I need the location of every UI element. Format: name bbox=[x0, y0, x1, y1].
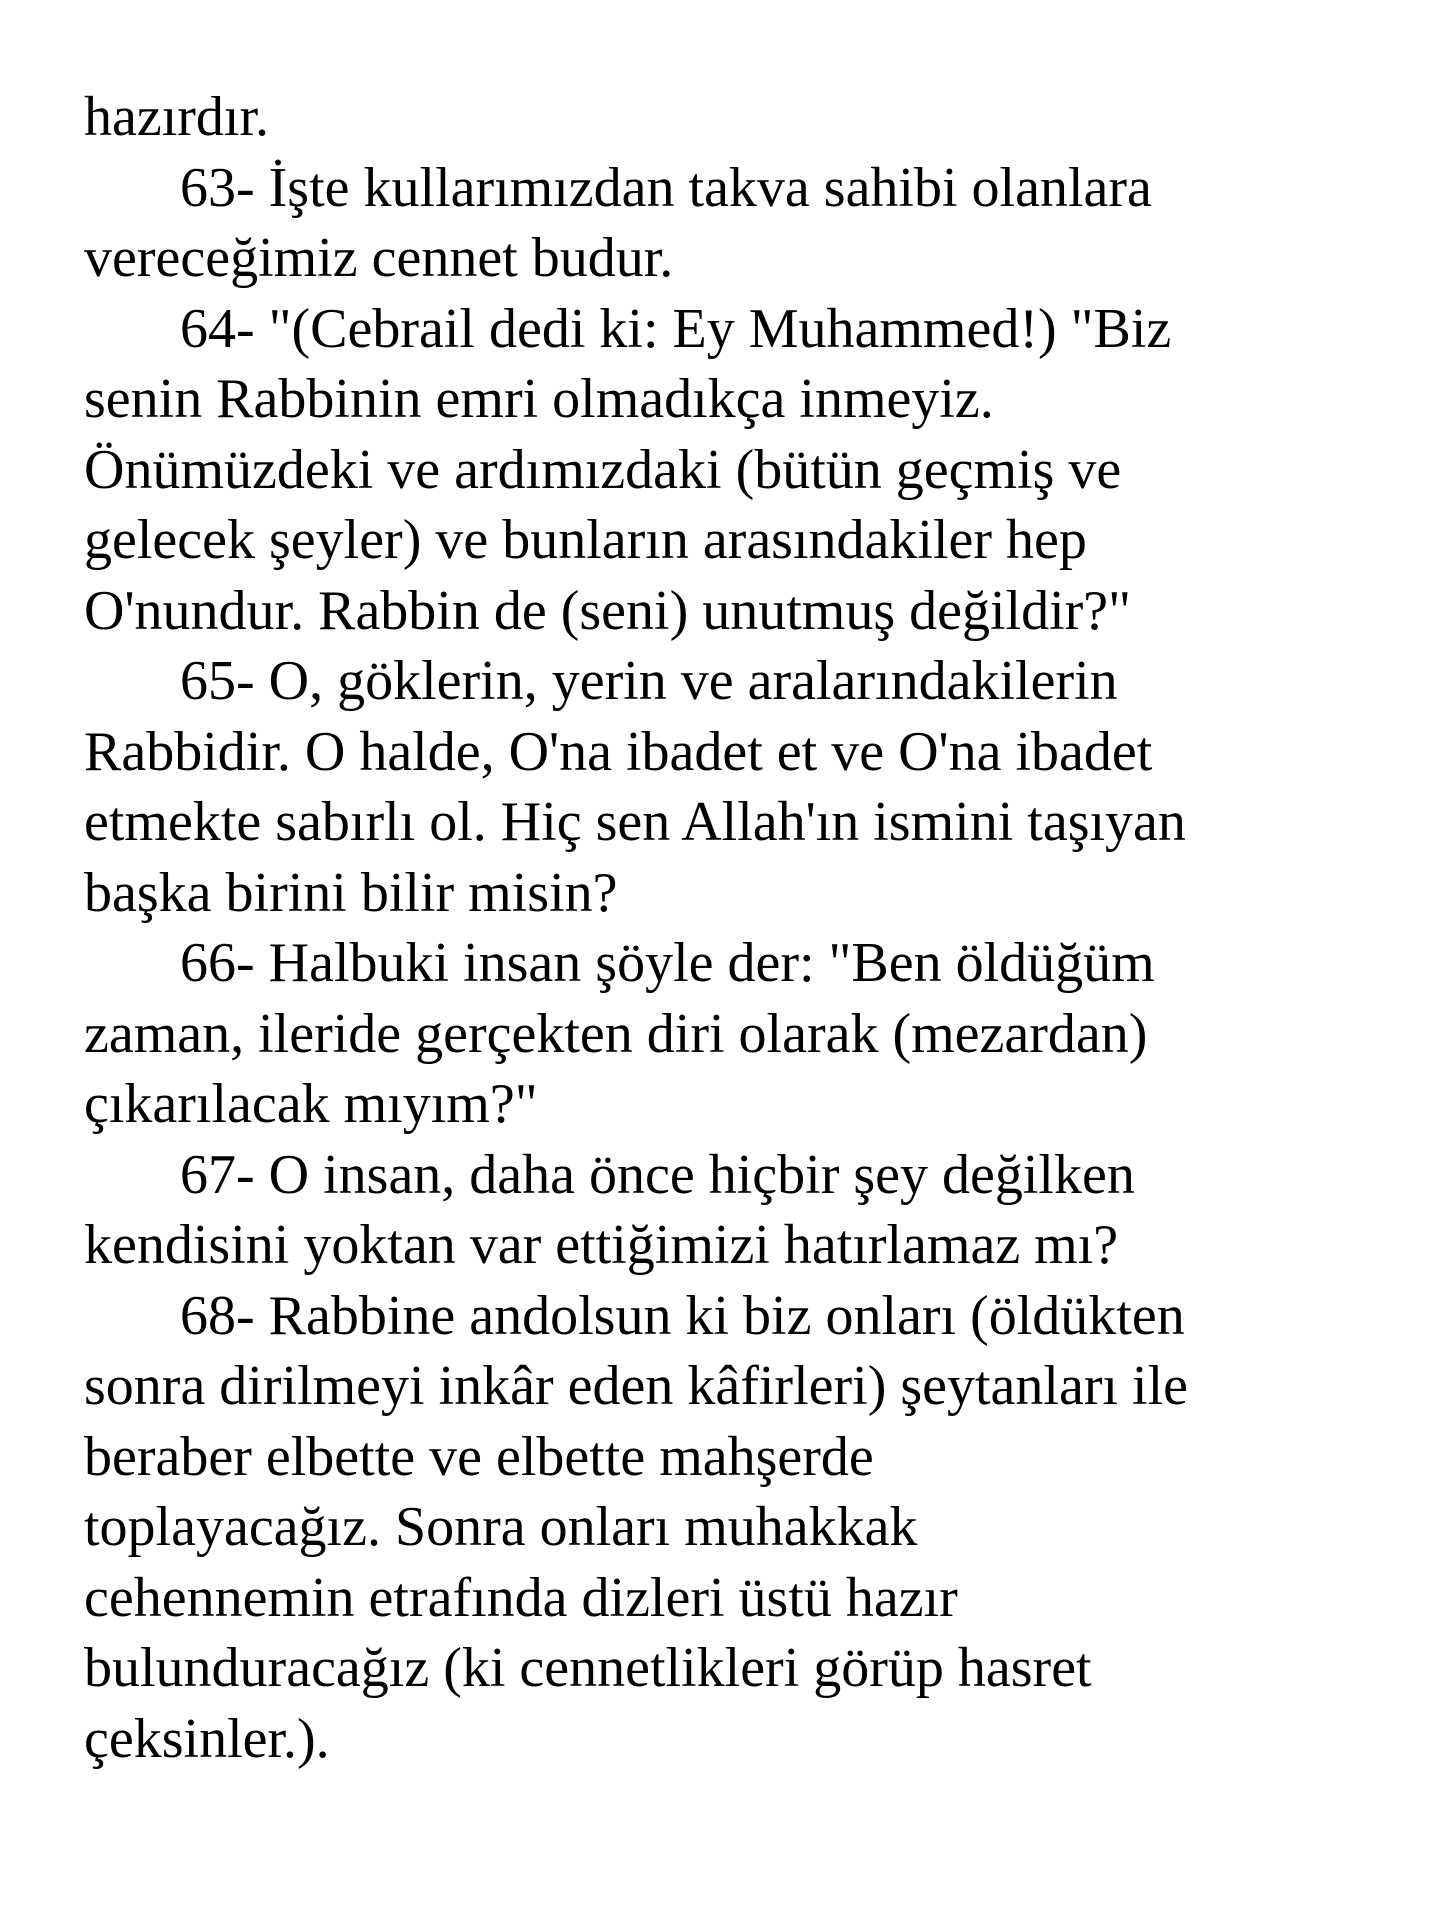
paragraph-verse-66 bbox=[84, 928, 1394, 1140]
text-line: çeksinler.). bbox=[84, 1707, 330, 1770]
verse-start-line: 68- Rabbine andolsun ki biz onları (öldükten bbox=[180, 1284, 1185, 1347]
paragraph-verse-65 bbox=[84, 646, 1394, 928]
text-line: hazırdır. bbox=[84, 86, 270, 148]
text-line: Rabbidir. O halde, O'na ibadet et ve O'na ibadet bbox=[84, 720, 1153, 783]
document-page bbox=[84, 82, 1394, 1774]
text-line: beraber elbette ve elbette mahşerde bbox=[84, 1425, 874, 1488]
verse-start-line: 67- O insan, daha önce hiçbir şey değilken bbox=[180, 1143, 1135, 1206]
verse-start-line: 66- Halbuki insan şöyle der: "Ben öldüğüm bbox=[180, 932, 1155, 994]
text-line: O'nundur. Rabbin de (seni) unutmuş değildir?" bbox=[84, 579, 1132, 642]
text-line: sonra dirilmeyi inkâr eden kâfirleri) şeytanları ile bbox=[84, 1355, 1189, 1417]
text-line: gelecek şeyler) ve bunların arasındakiler hep bbox=[84, 509, 1087, 571]
text-line: etmekte sabırlı ol. Hiç sen Allah'ın ismini taşıyan bbox=[84, 791, 1186, 853]
text-line: başka birini bilir misin? bbox=[84, 861, 618, 924]
verse-start-line: 63- İşte kullarımızdan takva sahibi olanlara bbox=[180, 156, 1152, 219]
verse-start-line: 65- O, göklerin, yerin ve aralarındakilerin bbox=[180, 650, 1118, 712]
text-line: zaman, ileride gerçekten diri olarak (mezardan) bbox=[84, 1002, 1148, 1065]
text-line: toplayacağız. Sonra onları muhakkak bbox=[84, 1496, 918, 1558]
paragraph-verse-68 bbox=[84, 1281, 1394, 1775]
paragraph-verse-64 bbox=[84, 294, 1394, 647]
paragraph-verse-67 bbox=[84, 1140, 1394, 1281]
text-line: cehennemin etrafında dizleri üstü hazır bbox=[84, 1566, 958, 1629]
text-line: kendisini yoktan var ettiğimizi hatırlamaz mı? bbox=[84, 1214, 1119, 1276]
text-line: bulunduracağız (ki cennetlikleri görüp hasret bbox=[84, 1637, 1092, 1699]
verse-start-line: 64- "(Cebrail dedi ki: Ey Muhammed!) "Biz bbox=[180, 297, 1172, 360]
text-line: çıkarılacak mıyım?" bbox=[84, 1073, 538, 1135]
text-line: Önümüzdeki ve ardımızdaki (bütün geçmiş ve bbox=[84, 438, 1122, 501]
paragraph-continuation bbox=[84, 82, 1394, 153]
text-line: vereceğimiz cennet budur. bbox=[84, 227, 674, 289]
text-line: senin Rabbinin emri olmadıkça inmeyiz. bbox=[84, 368, 994, 430]
paragraph-verse-63 bbox=[84, 153, 1394, 294]
